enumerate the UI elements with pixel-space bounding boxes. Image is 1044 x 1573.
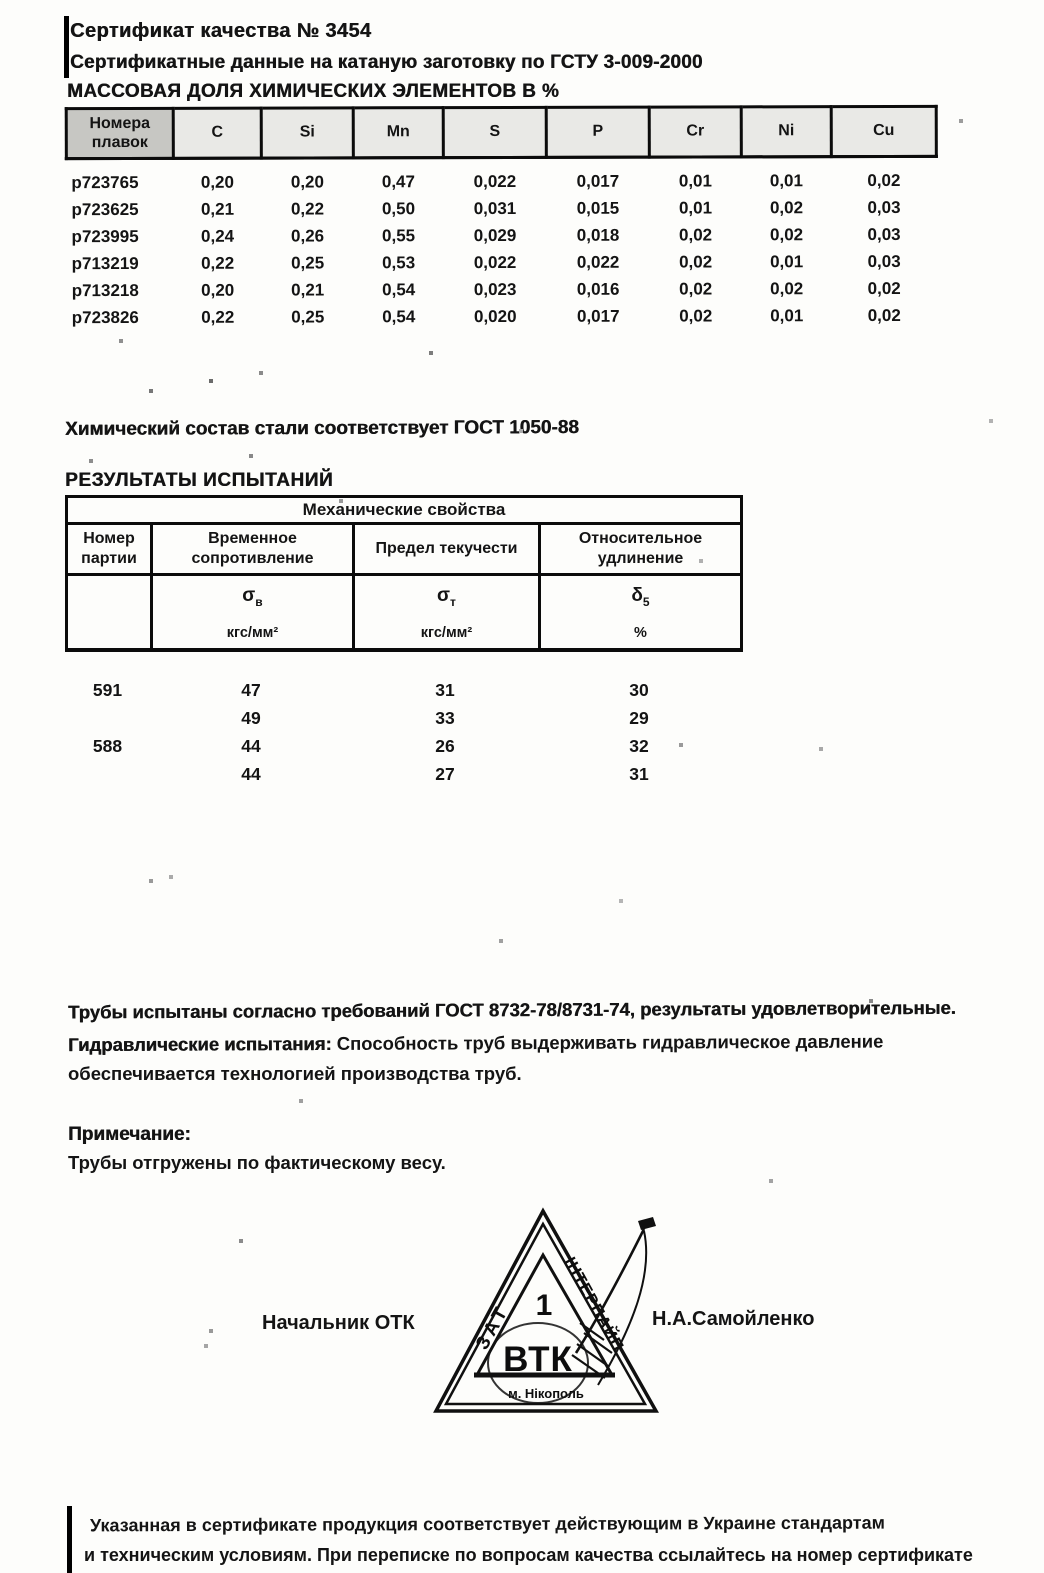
cell: 0,02 <box>679 305 713 326</box>
value: 31 <box>435 680 455 700</box>
chem-col-si: Si <box>261 108 353 158</box>
cell: 0,02 <box>867 305 901 325</box>
mech-col-tensile: Временное сопротивление <box>152 524 354 575</box>
value: 26 <box>435 736 455 756</box>
signature-pen-blob <box>638 1217 656 1230</box>
signature-scribble <box>572 1229 646 1385</box>
hydraulic-test-statement <box>68 1030 1033 1056</box>
table-row <box>67 248 937 277</box>
note-text: Трубы отгружены по фактическому весу. <box>68 1152 446 1173</box>
cell: 0,24 <box>200 226 235 246</box>
cell: 0,20 <box>200 172 234 192</box>
note-label: Примечание: <box>68 1124 191 1145</box>
chem-col-s: S <box>443 107 546 157</box>
chem-col-c: C <box>173 108 261 158</box>
chem-col-heats: Номера плавок <box>66 108 173 158</box>
cell: 0,25 <box>291 252 325 273</box>
chem-col-p: P <box>546 107 649 157</box>
elongation-unit: % <box>634 624 647 641</box>
qc-chief-title: Начальник ОТК <box>262 1312 415 1334</box>
cell: 0,53 <box>382 252 416 272</box>
heat-number: p723765 <box>71 172 139 192</box>
chem-col-cr: Cr <box>649 107 741 157</box>
hydraulic-text: Способность труб выдерживать гидравлическое давление <box>331 1030 884 1054</box>
cell: 0,029 <box>473 225 517 245</box>
cell: 0,54 <box>382 279 416 299</box>
cell: 0,02 <box>678 224 713 245</box>
value: 32 <box>629 736 649 756</box>
cell: 0,023 <box>473 279 517 299</box>
chem-col-mn: Mn <box>353 108 443 158</box>
footer-line1: Указанная в сертификате продукция соответствует действующим в Украине стандартам <box>89 1512 885 1536</box>
heat-number: p723995 <box>71 226 139 246</box>
mechanical-properties-table <box>65 495 740 652</box>
batch-number <box>65 704 150 732</box>
certificate-title: Сертификат качества № 3454 <box>70 20 372 42</box>
stamp-city-text: м. Нікополь <box>508 1386 584 1401</box>
cell: 0,02 <box>679 278 713 299</box>
chem-col-ni: Ni <box>741 107 831 157</box>
mech-span-header: Механические свойства <box>67 497 742 524</box>
value: 31 <box>629 764 649 784</box>
chem-header-row <box>66 106 936 158</box>
stamp-zat-text: ЗАТ <box>472 1301 514 1354</box>
hydraulic-statement-line2: обеспечивается технологией производства труб. <box>68 1063 522 1084</box>
cell: 0,022 <box>473 252 517 272</box>
cell: 0,020 <box>473 306 517 326</box>
tensile-unit: кгс/мм² <box>226 624 279 641</box>
cell: 0,21 <box>291 279 325 300</box>
cell: 0,03 <box>867 251 901 271</box>
cell: 0,01 <box>678 197 713 218</box>
cell: 0,016 <box>576 279 620 299</box>
cell: 0,22 <box>201 307 235 327</box>
mech-span-row <box>67 497 742 524</box>
footer-line2: и техническим условиям. При переписке по вопросам качества ссылайтесь на номер сертификате <box>84 1545 973 1565</box>
cell: 0,02 <box>770 278 804 298</box>
certificate-subtitle: Сертификатные данные на катаную заготовку по ГСТУ 3-009-2000 <box>70 52 703 73</box>
value: 30 <box>629 680 649 700</box>
value: 49 <box>241 708 261 728</box>
cell: 0,03 <box>867 224 901 244</box>
test-results-title: РЕЗУЛЬТАТЫ ИСПЫТАНИЙ <box>65 470 334 491</box>
cell: 0,015 <box>576 198 620 218</box>
mech-symbol-row <box>67 575 742 651</box>
pipes-tested-statement: Трубы испытаны согласно требований ГОСТ 8732-78/8731-74, результаты удовлетворительные. <box>67 996 956 1023</box>
cell: 0,21 <box>200 199 235 219</box>
sigma-t-symbol: $\sigma_т$ <box>437 585 456 609</box>
elongation-symbol-cell <box>540 575 742 651</box>
yield-symbol-cell <box>354 575 540 651</box>
cell: 0,47 <box>381 171 415 191</box>
cell: 0,03 <box>867 197 901 217</box>
mechanical-results-values <box>65 676 740 788</box>
cell: 0,02 <box>867 170 901 190</box>
yield-unit: кгс/мм² <box>420 624 473 641</box>
value: 29 <box>629 708 649 728</box>
cell: 0,26 <box>290 225 325 246</box>
value: 44 <box>241 736 261 756</box>
mech-header-row <box>67 524 742 575</box>
table-row <box>66 156 936 196</box>
heat-number: p723625 <box>71 199 139 219</box>
tensile-symbol-cell <box>152 575 354 651</box>
cell: 0,01 <box>678 170 712 191</box>
batch-number: 591 <box>92 680 123 700</box>
value: 33 <box>435 708 455 728</box>
qc-triangle-stamp <box>428 1203 668 1425</box>
batch-number: 588 <box>92 736 123 756</box>
cell: 0,22 <box>201 253 235 273</box>
cell: 0,50 <box>381 198 416 218</box>
heat-number: p723826 <box>71 307 139 327</box>
cell: 0,01 <box>769 170 803 190</box>
table-row <box>67 302 937 331</box>
table-row <box>66 194 936 223</box>
heat-number: p713219 <box>71 253 139 273</box>
chemical-composition-table <box>65 105 936 331</box>
cell: 0,20 <box>290 171 324 192</box>
left-edge-bar <box>64 16 69 78</box>
cell: 0,018 <box>576 225 620 245</box>
value: 44 <box>241 764 261 784</box>
cell: 0,022 <box>576 252 620 272</box>
chem-col-cu: Cu <box>831 106 936 156</box>
cell: 0,22 <box>290 198 325 219</box>
cell: 0,02 <box>769 197 804 217</box>
cell: 0,022 <box>473 171 517 191</box>
cell: 0,017 <box>576 171 620 191</box>
qc-chief-name: Н.А.Самойленко <box>652 1308 815 1330</box>
table-row <box>67 221 937 250</box>
cell: 0,02 <box>679 251 713 272</box>
batch-number <box>65 760 150 788</box>
cell: 0,01 <box>770 251 804 271</box>
chemical-compliance-note: Химический состав стали соответствует ГОСТ 1050-88 <box>64 417 579 440</box>
cell: 0,25 <box>291 306 325 327</box>
heat-number: p713218 <box>71 280 139 300</box>
cell: 0,017 <box>576 306 620 326</box>
cell: 0,20 <box>201 280 235 300</box>
delta-symbol: $\delta_5$ <box>631 585 650 609</box>
empty-cell <box>67 575 152 651</box>
table-row <box>67 275 937 304</box>
cell: 0,54 <box>382 306 416 326</box>
stamp-company-text: ІНТЕРПАЙП <box>560 1254 628 1355</box>
mech-col-elongation: Относительное удлинение <box>540 524 742 575</box>
cell: 0,02 <box>867 278 901 298</box>
chemical-section-title: МАССОВАЯ ДОЛЯ ХИМИЧЕСКИХ ЭЛЕМЕНТОВ В % <box>67 81 560 102</box>
stamp-number-text: 1 <box>535 1289 553 1322</box>
mech-col-yield: Предел текучести <box>354 524 540 575</box>
hydraulic-label: Гидравлические испытания: <box>67 1032 332 1056</box>
scan-noise <box>0 0 2 2</box>
cell: 0,02 <box>769 224 804 244</box>
footer-edge-bar <box>67 1506 72 1573</box>
sigma-b-symbol: $\sigma_в$ <box>242 585 263 609</box>
mech-col-batch: Номер партии <box>67 524 152 575</box>
cell: 0,55 <box>381 225 416 245</box>
stamp-vtk-text: ВТК <box>503 1340 573 1379</box>
cell: 0,031 <box>473 198 517 218</box>
cell: 0,01 <box>770 305 804 325</box>
value: 47 <box>241 680 261 700</box>
value: 27 <box>435 764 455 784</box>
